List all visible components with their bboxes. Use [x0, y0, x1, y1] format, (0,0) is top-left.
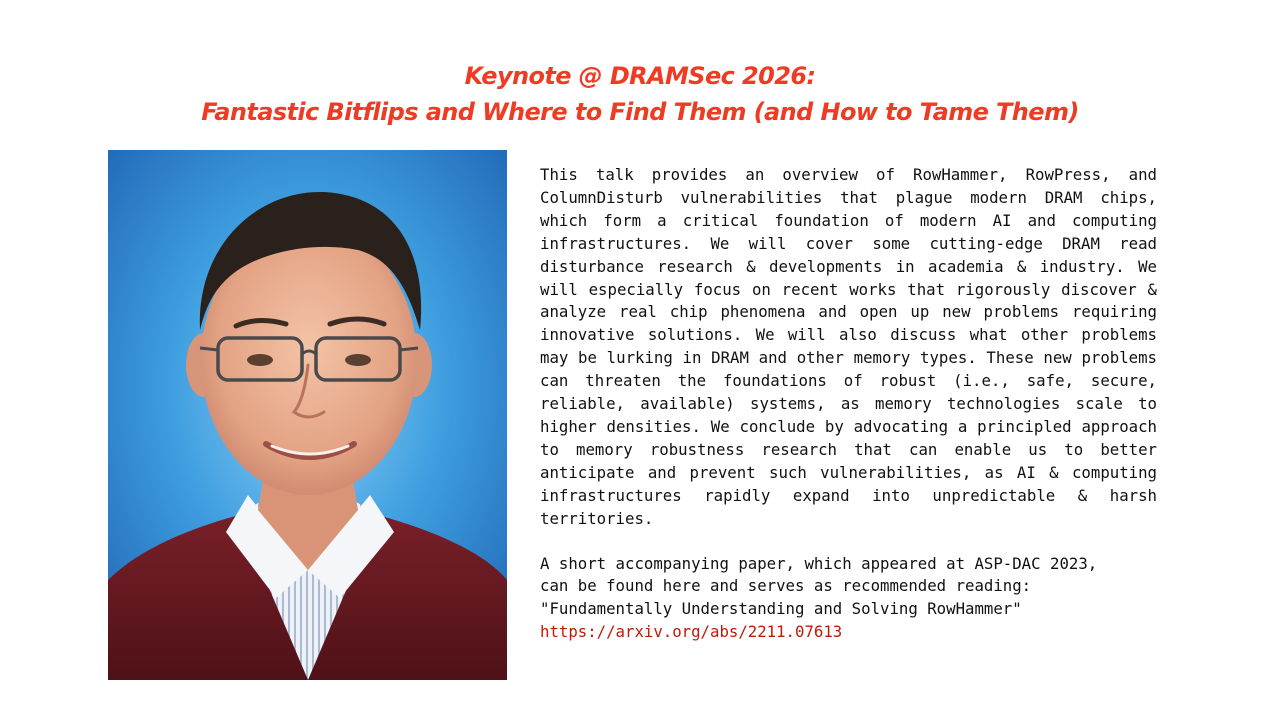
- paper-link[interactable]: https://arxiv.org/abs/2211.07613: [540, 622, 843, 642]
- paper-line-2: can be found here and serves as recommended reading:: [540, 576, 1032, 596]
- paper-title: "Fundamentally Understanding and Solving RowHammer": [540, 599, 1022, 619]
- title-line-1: Keynote @ DRAMSec 2026:: [464, 62, 816, 90]
- paper-reference: [540, 553, 1157, 645]
- slide-title: [0, 58, 1280, 130]
- speaker-photo: [108, 150, 507, 680]
- abstract-text: This talk provides an overview of RowHammer, RowPress, and ColumnDisturb vulnerabilities that plague modern DRAM chips, which form a critical foundation of modern AI and computing infrastructures. We will cover some cutting-edge DRAM read disturbance research & developments in academia & industry. We will especially focus on recent works that rigorously discover & analyze real chip phenomena and open up new problems requiring innovative solutions. We will also discuss what other problems may be lurking in DRAM and other memory types. These new problems can threaten the foundations of robust (i.e., safe, secure, reliable, available) systems, as memory technologies scale to higher densities. We conclude by advocating a principled approach to memory robustness research that can enable us to better anticipate and prevent such vulnerabilities, as AI & computing infrastructures rapidly expand into unpredictable & harsh territories.: [540, 165, 1157, 528]
- talk-description: [540, 164, 1157, 644]
- paper-line-1: A short accompanying paper, which appeared at ASP-DAC 2023,: [540, 553, 1098, 573]
- title-line-2: Fantastic Bitflips and Where to Find Them (and How to Tame Them): [201, 98, 1079, 126]
